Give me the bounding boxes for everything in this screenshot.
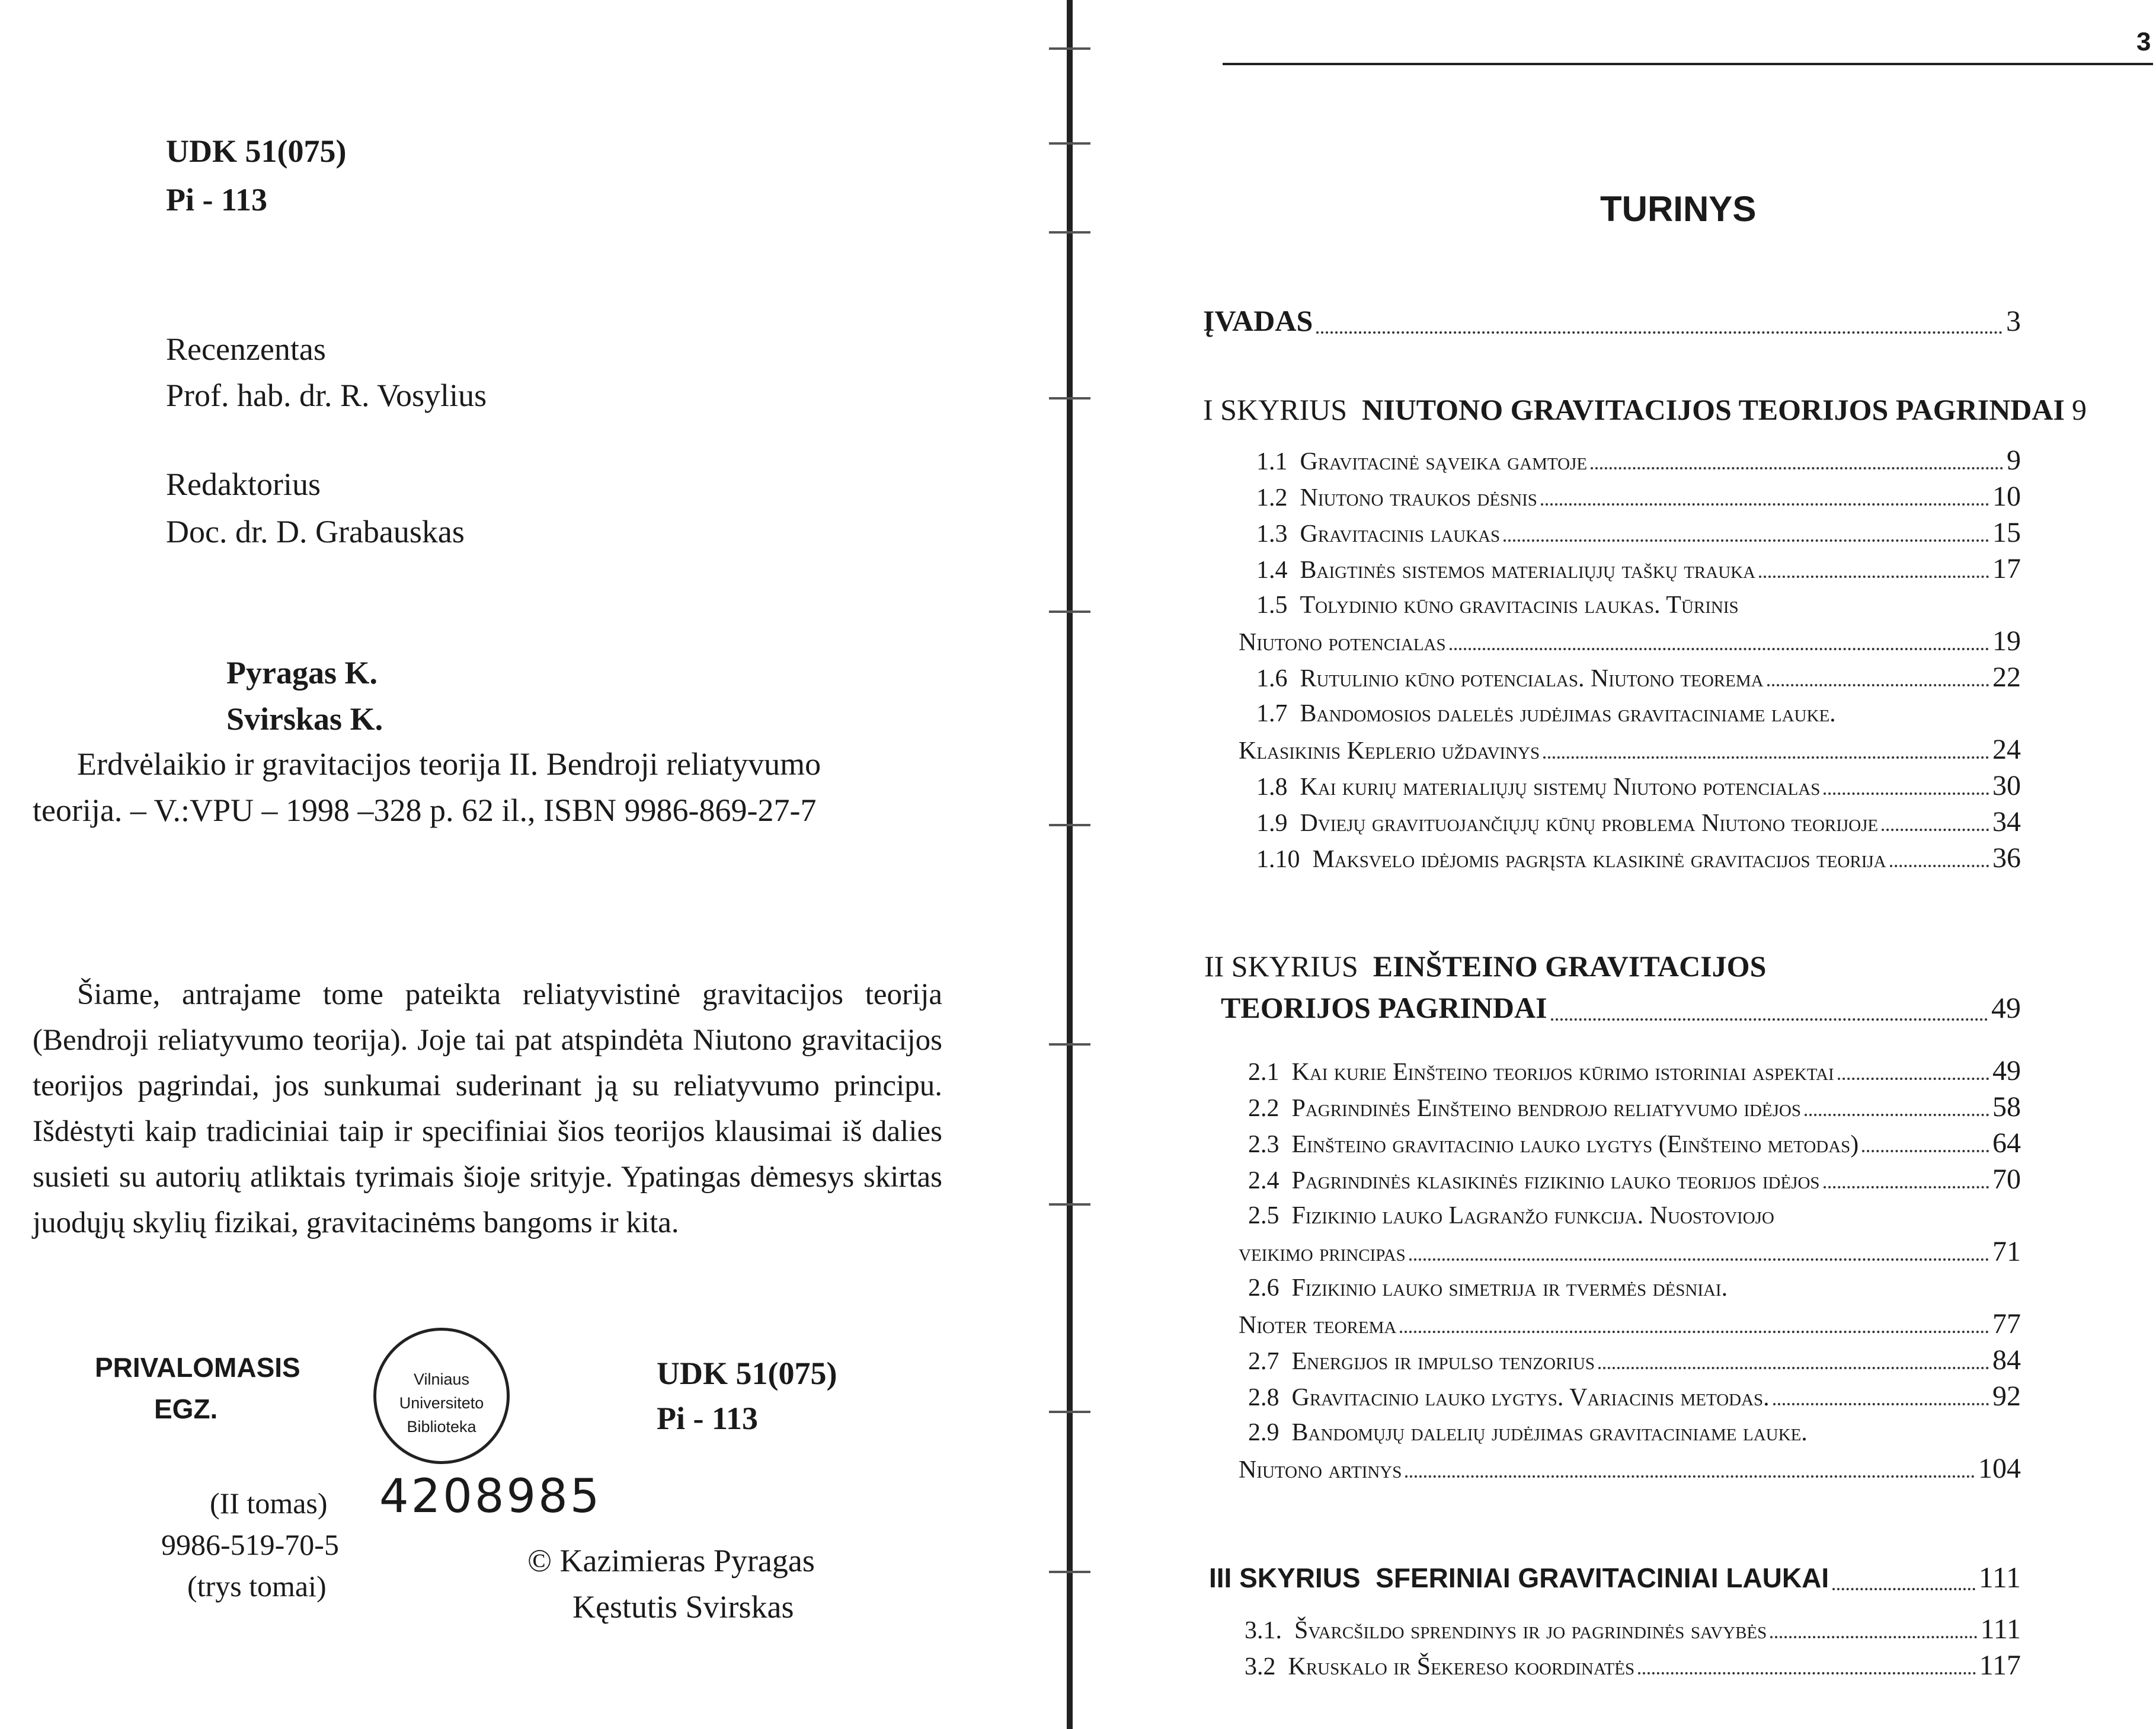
toc-section	[1245, 1613, 2021, 1647]
leader-dots	[1824, 787, 1989, 795]
handwritten-inventory-number: 4208985	[379, 1470, 602, 1523]
leader-dots	[1405, 1469, 1975, 1478]
right-page	[1067, 0, 2156, 1729]
toc-chapter-2-line-1	[1204, 948, 1766, 984]
toc-section	[1248, 1164, 2021, 1197]
section-number: 2.1	[1248, 1059, 1279, 1086]
toc-chapter-1	[1203, 388, 2087, 431]
chapter-label: III SKYRIUS	[1209, 1562, 1361, 1593]
section-page: 15	[1992, 517, 2021, 548]
leader-dots	[1541, 497, 1989, 506]
author-1: Pyragas K.	[226, 655, 378, 691]
header-rule	[1223, 63, 2153, 65]
section-number: 1.3	[1256, 520, 1288, 548]
section-page: 10	[1992, 481, 2021, 512]
chapter-label: I SKYRIUS	[1203, 393, 1348, 426]
section-title: Pagrindinės klasikinės fizikinio lauko teorijos idėjos	[1291, 1167, 1820, 1194]
toc-section-line-1	[1248, 1200, 1774, 1232]
leader-dots	[1805, 1108, 1989, 1116]
toc-chapter-2-line-2	[1221, 986, 2021, 1029]
toc-section-line-1	[1248, 1417, 1808, 1449]
leader-dots	[1543, 750, 1989, 759]
bibliographic-line-1: Erdvėlaikio ir gravitacijos teorija II. Bendroji reliatyvumo	[77, 746, 821, 782]
toc-section	[1248, 1127, 2021, 1161]
section-number: 1.2	[1256, 484, 1288, 512]
toc-section	[1239, 734, 2021, 767]
stamp-line-2: Universiteto	[399, 1394, 484, 1412]
toc-entry-intro	[1203, 299, 2021, 342]
udk-code-top: UDK 51(075)	[166, 133, 347, 169]
section-number: 2.2	[1248, 1095, 1279, 1122]
section-number: 2.4	[1248, 1167, 1279, 1194]
section-page: 17	[1992, 553, 2021, 584]
section-number: 1.5	[1256, 592, 1288, 619]
section-number: 1.1	[1256, 448, 1288, 475]
section-title-continued: Niutono artinys	[1239, 1456, 1402, 1484]
toc-section	[1248, 1380, 2021, 1414]
reviewer-label: Recenzentas	[166, 331, 326, 367]
leader-dots	[1832, 1582, 1975, 1590]
isbn-set: 9986-519-70-5	[161, 1528, 339, 1561]
section-page: 30	[1992, 770, 2021, 801]
section-title-continued: Niutono potencialas	[1239, 629, 1446, 656]
section-number: 2.9	[1248, 1419, 1279, 1446]
pi-code-top: Pi - 113	[166, 182, 267, 218]
toc-section-line-1	[1256, 698, 1836, 730]
mandatory-copy-label-2: EGZ.	[154, 1394, 218, 1424]
copyright-line-2: Kęstutis Svirskas	[572, 1589, 794, 1625]
toc-section	[1256, 517, 2021, 550]
leader-dots	[1598, 1361, 1989, 1369]
section-title: Bandomosios dalelės judėjimas gravitaciniame lauke.	[1300, 700, 1836, 727]
left-page	[0, 0, 1055, 1729]
section-number: 2.5	[1248, 1202, 1279, 1229]
section-title: Kruskalo ir Šekereso koordinatės	[1288, 1653, 1635, 1680]
leader-dots	[1504, 533, 1989, 542]
leader-dots	[1591, 461, 2003, 469]
toc-section	[1256, 553, 2021, 586]
toc-section	[1239, 1453, 2021, 1486]
section-title: Fizikinio lauko Lagranžo funkcija. Nuostoviojo	[1291, 1202, 1774, 1229]
leader-dots	[1838, 1072, 1989, 1080]
section-title: Fizikinio lauko simetrija ir tvermės dėsniai.	[1291, 1274, 1728, 1302]
toc-section-line-1	[1256, 589, 1739, 621]
section-title: Bandomųjų dalelių judėjimas gravitaciniame lauke.	[1291, 1419, 1808, 1446]
leader-dots	[1767, 678, 1989, 686]
section-number: 1.9	[1256, 810, 1288, 837]
leader-dots	[1890, 859, 1989, 867]
section-page: 64	[1992, 1127, 2021, 1159]
mandatory-copy-label-1: PRIVALOMASIS	[95, 1352, 300, 1383]
section-page: 77	[1992, 1308, 2021, 1340]
section-page: 92	[1992, 1380, 2021, 1412]
leader-dots	[1316, 325, 2003, 334]
section-title-continued: veikimo principas	[1239, 1239, 1406, 1267]
section-number: 1.10	[1256, 846, 1300, 873]
section-number: 3.2	[1245, 1653, 1276, 1680]
leader-dots	[1551, 1012, 1988, 1021]
section-title-continued: Nioter teorema	[1239, 1312, 1397, 1339]
leader-dots	[1759, 570, 1989, 578]
editor-name: Doc. dr. D. Grabauskas	[166, 514, 465, 549]
section-page: 71	[1992, 1236, 2021, 1267]
section-number: 2.7	[1248, 1348, 1279, 1375]
toc-section	[1256, 661, 2021, 695]
chapter-label: II SKYRIUS	[1204, 950, 1358, 983]
chapter-title: NIUTONO GRAVITACIJOS TEORIJOS PAGRINDAI	[1362, 393, 2065, 426]
leader-dots	[1400, 1325, 1989, 1333]
section-number: 2.3	[1248, 1131, 1279, 1158]
chapter-page: 49	[1991, 991, 2021, 1024]
section-page: 49	[1992, 1055, 2021, 1086]
section-number: 1.4	[1256, 557, 1288, 584]
chapter-page: 111	[1978, 1561, 2021, 1594]
section-title: Dviejų gravituojančiųjų kūnų problema Niutono teorijoje	[1300, 810, 1879, 837]
section-page: 36	[1992, 842, 2021, 874]
section-page: 117	[1979, 1650, 2021, 1681]
toc-chapter-3	[1209, 1556, 2021, 1599]
leader-dots	[1862, 1144, 1989, 1152]
toc-entry-page: 3	[2006, 304, 2021, 337]
pi-code-bottom: Pi - 113	[657, 1401, 758, 1436]
toc-section	[1256, 806, 2021, 839]
section-page: 22	[1992, 661, 2021, 693]
section-page: 58	[1992, 1091, 2021, 1123]
section-title: Švarcšildo sprendinys ir jo pagrindinės savybės	[1294, 1617, 1767, 1644]
toc-section	[1239, 1308, 2021, 1341]
leader-dots	[1824, 1180, 1989, 1188]
chapter-title-line-1: EINŠTEINO GRAVITACIJOS	[1373, 950, 1767, 983]
toc-section	[1245, 1650, 2021, 1683]
section-page: 111	[1980, 1613, 2021, 1645]
section-title: Pagrindinės Einšteino bendrojo reliatyvumo idėjos	[1291, 1095, 1801, 1122]
section-number: 1.8	[1256, 774, 1288, 801]
section-title: Maksvelo idėjomis pagrįsta klasikinė gravitacijos teorija	[1312, 846, 1886, 873]
toc-title: TURINYS	[1600, 189, 1757, 229]
leader-dots	[1770, 1630, 1976, 1638]
leader-dots	[1409, 1252, 1989, 1261]
section-number: 1.6	[1256, 665, 1288, 692]
toc-section	[1248, 1344, 2021, 1378]
author-2: Svirskas K.	[226, 701, 383, 737]
editor-label: Redaktorius	[166, 466, 321, 502]
toc-section	[1239, 625, 2021, 659]
stamp-line-1: Vilniaus	[413, 1370, 470, 1388]
section-title: Rutulinio kūno potencialas. Niutono teorema	[1300, 665, 1764, 692]
section-page: 9	[2007, 445, 2021, 476]
section-number: 2.6	[1248, 1274, 1279, 1302]
page-number: 3	[2136, 27, 2151, 56]
section-page: 34	[1992, 806, 2021, 838]
toc-section	[1256, 481, 2021, 514]
toc-section	[1256, 445, 2021, 478]
chapter-title: SFERINIAI GRAVITACINIAI LAUKAI	[1376, 1562, 1829, 1593]
section-title: Gravitacinio lauko lygtys. Variacinis metodas.	[1291, 1384, 1770, 1411]
toc-section	[1248, 1091, 2021, 1124]
section-title: Tolydinio kūno gravitacinis laukas. Tūrinis	[1300, 592, 1739, 619]
section-title: Kai kurių materialiųjų sistemų Niutono potencialas	[1300, 774, 1821, 801]
udk-code-bottom: UDK 51(075)	[657, 1356, 837, 1391]
section-title: Einšteino gravitacinio lauko lygtys (Einšteino metodas)	[1291, 1131, 1859, 1158]
copyright-line-1: © Kazimieras Pyragas	[527, 1543, 815, 1578]
toc-section	[1248, 1055, 2021, 1088]
leader-dots	[1638, 1666, 1976, 1674]
toc-section	[1256, 842, 2021, 875]
section-title: Kai kurie Einšteino teorijos kūrimo istoriniai aspektai	[1291, 1059, 1834, 1086]
leader-dots	[1773, 1397, 1989, 1405]
leader-dots	[1882, 823, 1989, 831]
section-page: 70	[1992, 1164, 2021, 1195]
abstract-paragraph: Šiame, antrajame tome pateikta reliatyvistinė gravitacijos teorija (Bendroji reliatyvumo teorija). Joje tai pat atspindėta Niutono gravitacijos teorijos pagrindai, jos sunkumai suderinant ją su reliatyvumo principu. Išdėstyti kaip tradiciniai taip ir specifiniai šios teorijos klausimai iš dalies susieti su autorių atliktais tyrimais šioje srityje. Ypatingas dėmesys skirtas juodųjų skylių fizikai, gravitacinėms bangoms ir kita.	[33, 978, 942, 1239]
toc-section-line-1	[1248, 1272, 1728, 1304]
volume-label: (II tomas)	[210, 1487, 328, 1520]
section-page: 104	[1978, 1453, 2021, 1484]
toc-entry-title: ĮVADAS	[1203, 304, 1313, 337]
library-stamp	[373, 1328, 510, 1464]
section-number: 1.7	[1256, 700, 1288, 727]
section-title: Gravitacinė sąveika gamtoje	[1300, 448, 1588, 475]
section-page: 19	[1992, 625, 2021, 657]
section-title: Energijos ir impulso tenzorius	[1291, 1348, 1595, 1375]
section-title: Baigtinės sistemos materialiųjų taškų trauka	[1300, 557, 1756, 584]
section-page: 84	[1992, 1344, 2021, 1376]
set-note: (trys tomai)	[187, 1570, 327, 1603]
section-number: 2.8	[1248, 1384, 1279, 1411]
section-page: 24	[1992, 734, 2021, 765]
section-title: Gravitacinis laukas	[1300, 520, 1501, 548]
bibliographic-line-2: teorija. – V.:VPU – 1998 –328 p. 62 il., ISBN 9986-869-27-7	[33, 792, 817, 828]
chapter-title-line-2: TEORIJOS PAGRINDAI	[1221, 991, 1547, 1024]
section-title-continued: Klasikinis Keplerio uždavinys	[1239, 737, 1540, 765]
chapter-page: 9	[2071, 393, 2087, 426]
stamp-line-3: Biblioteka	[407, 1418, 476, 1436]
section-title: Niutono traukos dėsnis	[1300, 484, 1537, 512]
reviewer-name: Prof. hab. dr. R. Vosylius	[166, 378, 487, 413]
section-number: 3.1.	[1245, 1617, 1282, 1644]
toc-section	[1256, 770, 2021, 803]
leader-dots	[1450, 642, 1989, 650]
toc-section	[1239, 1236, 2021, 1269]
